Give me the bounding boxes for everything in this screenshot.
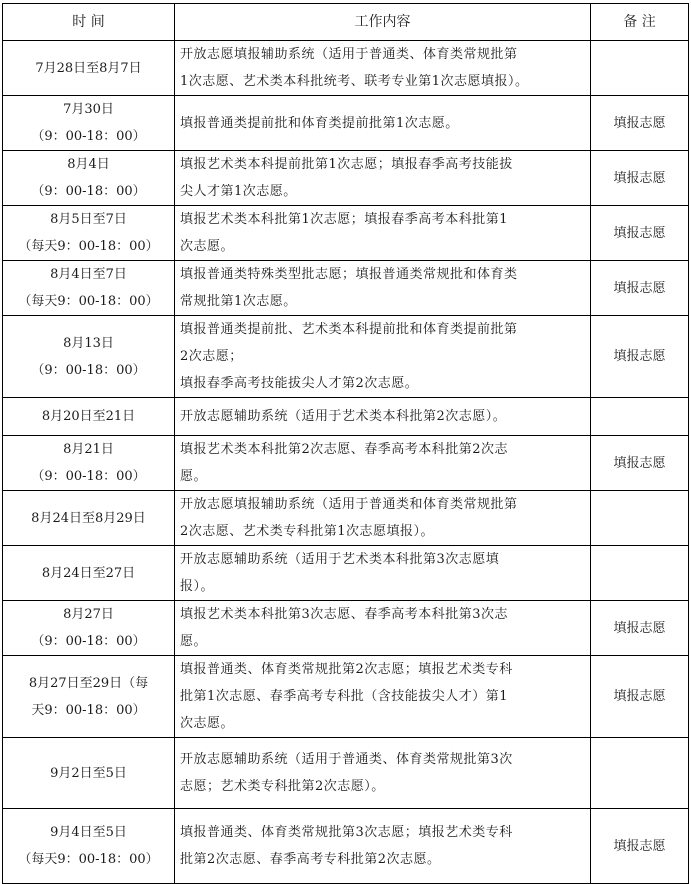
time-cell bbox=[3, 41, 175, 96]
note-cell bbox=[591, 151, 689, 206]
content-line: 批第1次志愿、春季高考专科批（含技能拔尖人才）第1 bbox=[180, 689, 509, 704]
table-row bbox=[3, 398, 689, 436]
content-line: 填报普通类特殊类型批志愿；填报普通类常规批和体育类 bbox=[180, 267, 518, 282]
note-cell bbox=[591, 809, 689, 884]
note-cell bbox=[591, 316, 689, 398]
time-cell bbox=[3, 398, 175, 436]
content-cell bbox=[175, 546, 591, 601]
table-row bbox=[3, 41, 689, 96]
time-cell bbox=[3, 436, 175, 491]
content-line: 填报普通类、体育类常规批第3次志愿；填报艺术类专科 bbox=[180, 825, 513, 840]
content-line: 开放志愿辅助系统（适用于艺术类本科批第2次志愿）。 bbox=[180, 409, 507, 424]
content-line: 愿。 bbox=[180, 469, 208, 484]
time-line: 8月5日至7日 bbox=[50, 212, 127, 227]
time-line: （9：00-18：00） bbox=[31, 129, 146, 144]
note-cell bbox=[591, 261, 689, 316]
content-line: 2次志愿； bbox=[180, 349, 243, 364]
note-cell bbox=[591, 398, 689, 436]
time-line: 8月20日至21日 bbox=[41, 409, 136, 424]
note-text: 填报志愿 bbox=[613, 838, 666, 854]
content-line: 填报艺术类本科批第3次志愿、春季高考本科批第3次志 bbox=[180, 607, 509, 622]
note-text: 填报志愿 bbox=[613, 280, 666, 296]
header-note: 备 注 bbox=[591, 4, 689, 41]
note-cell bbox=[591, 491, 689, 546]
note-cell bbox=[591, 601, 689, 656]
note-text: 填报志愿 bbox=[613, 170, 666, 186]
time-cell bbox=[3, 206, 175, 261]
content-line: 志愿；艺术类专科批第2次志愿）。 bbox=[180, 779, 385, 794]
time-line: 天9：00-18：00） bbox=[31, 702, 146, 718]
time-line: （每天9：00-18：00） bbox=[18, 239, 159, 254]
content-cell bbox=[175, 809, 591, 884]
table-row bbox=[3, 436, 689, 491]
time-line: 8月24日至27日 bbox=[41, 565, 136, 581]
note-cell bbox=[591, 96, 689, 151]
content-cell bbox=[175, 41, 591, 96]
note-cell bbox=[591, 206, 689, 261]
table-row bbox=[3, 96, 689, 151]
note-text: 填报志愿 bbox=[613, 620, 666, 636]
time-cell bbox=[3, 809, 175, 884]
header-row bbox=[3, 4, 689, 41]
note-text: 填报志愿 bbox=[613, 455, 666, 471]
time-line: （9：00-18：00） bbox=[31, 184, 146, 199]
content-line: 次志愿。 bbox=[180, 716, 235, 731]
time-line: 8月4日至7日 bbox=[50, 267, 127, 282]
content-cell bbox=[175, 601, 591, 656]
note-cell bbox=[591, 738, 689, 809]
time-cell bbox=[3, 656, 175, 738]
content-cell bbox=[175, 96, 591, 151]
table-row bbox=[3, 491, 689, 546]
time-cell bbox=[3, 151, 175, 206]
content-cell bbox=[175, 261, 591, 316]
content-line: 愿。 bbox=[180, 634, 208, 649]
content-line: 尖人才第1次志愿。 bbox=[180, 184, 297, 199]
content-cell bbox=[175, 491, 591, 546]
time-cell bbox=[3, 546, 175, 601]
time-line: （每天9：00-18：00） bbox=[18, 294, 159, 309]
content-cell bbox=[175, 436, 591, 491]
content-line: 2次志愿、艺术类专科批第1次志愿填报）。 bbox=[180, 524, 435, 539]
time-cell bbox=[3, 738, 175, 809]
note-text: 填报志愿 bbox=[613, 689, 666, 704]
content-cell bbox=[175, 316, 591, 398]
time-cell bbox=[3, 96, 175, 151]
table-row bbox=[3, 546, 689, 601]
content-line: 填报春季高考技能拔尖人才第2次志愿。 bbox=[180, 376, 419, 391]
table-row bbox=[3, 809, 689, 884]
content-cell bbox=[175, 151, 591, 206]
content-line: 开放志愿填报辅助系统（适用于普通类和体育类常规批第 bbox=[180, 497, 518, 512]
content-line: 报）。 bbox=[180, 579, 215, 594]
content-line: 常规批第1次志愿。 bbox=[180, 294, 297, 309]
content-line: 1次志愿、艺术类本科批统考、联考专业第1次志愿填报）。 bbox=[180, 74, 529, 89]
header-content: 工作内容 bbox=[175, 4, 591, 41]
note-text: 填报志愿 bbox=[613, 115, 666, 131]
note-cell bbox=[591, 41, 689, 96]
note-cell bbox=[591, 436, 689, 491]
time-line: （9：00-18：00） bbox=[31, 634, 146, 649]
note-cell bbox=[591, 546, 689, 601]
table-row bbox=[3, 601, 689, 656]
content-line: 填报艺术类本科提前批第1次志愿；填报春季高考技能拔 bbox=[180, 157, 513, 172]
time-line: 9月4日至5日 bbox=[50, 825, 127, 840]
time-line: 8月4日 bbox=[67, 157, 110, 172]
table-row bbox=[3, 206, 689, 261]
time-cell bbox=[3, 261, 175, 316]
time-line: 7月28日至8月7日 bbox=[35, 60, 142, 76]
note-cell bbox=[591, 656, 689, 738]
content-cell bbox=[175, 656, 591, 738]
content-line: 次志愿。 bbox=[180, 239, 235, 254]
time-line: （每天9：00-18：00） bbox=[18, 852, 159, 867]
time-line: （9：00-18：00） bbox=[31, 362, 146, 378]
schedule-table bbox=[2, 3, 689, 884]
content-line: 开放志愿辅助系统（适用于艺术类本科批第3次志愿填 bbox=[180, 552, 500, 567]
time-line: 8月27日至29日（每 bbox=[28, 675, 149, 691]
note-text: 填报志愿 bbox=[613, 225, 666, 241]
time-cell bbox=[3, 316, 175, 398]
content-line: 填报普通类提前批和体育类提前批第1次志愿。 bbox=[180, 115, 459, 131]
time-line: 8月24日至8月29日 bbox=[31, 510, 146, 526]
table-row bbox=[3, 316, 689, 398]
note-text: 填报志愿 bbox=[613, 349, 666, 364]
time-line: 8月27日 bbox=[63, 607, 114, 622]
time-line: 9月2日至5日 bbox=[50, 765, 127, 781]
time-cell bbox=[3, 491, 175, 546]
content-line: 开放志愿辅助系统（适用于普通类、体育类常规批第3次 bbox=[180, 752, 513, 767]
content-line: 填报普通类、体育类常规批第2次志愿；填报艺术类专科 bbox=[180, 662, 513, 677]
content-cell bbox=[175, 398, 591, 436]
time-line: （9：00-18：00） bbox=[31, 469, 146, 484]
time-cell bbox=[3, 601, 175, 656]
content-cell bbox=[175, 738, 591, 809]
content-line: 填报艺术类本科批第1次志愿；填报春季高考本科批第1 bbox=[180, 212, 509, 227]
table-row bbox=[3, 656, 689, 738]
content-cell bbox=[175, 206, 591, 261]
time-line: 7月30日 bbox=[63, 102, 114, 117]
content-line: 填报艺术类本科批第2次志愿、春季高考本科批第2次志 bbox=[180, 442, 509, 457]
content-line: 填报普通类提前批、艺术类本科提前批和体育类提前批第 bbox=[180, 322, 518, 337]
table-row bbox=[3, 738, 689, 809]
table-row bbox=[3, 261, 689, 316]
content-line: 开放志愿填报辅助系统（适用于普通类、体育类常规批第 bbox=[180, 47, 518, 62]
table-row bbox=[3, 151, 689, 206]
time-line: 8月21日 bbox=[63, 442, 114, 457]
content-line: 批第2次志愿、春季高考专科批第2次志愿。 bbox=[180, 852, 441, 867]
time-line: 8月13日 bbox=[63, 335, 114, 351]
header-time: 时 间 bbox=[3, 4, 175, 41]
